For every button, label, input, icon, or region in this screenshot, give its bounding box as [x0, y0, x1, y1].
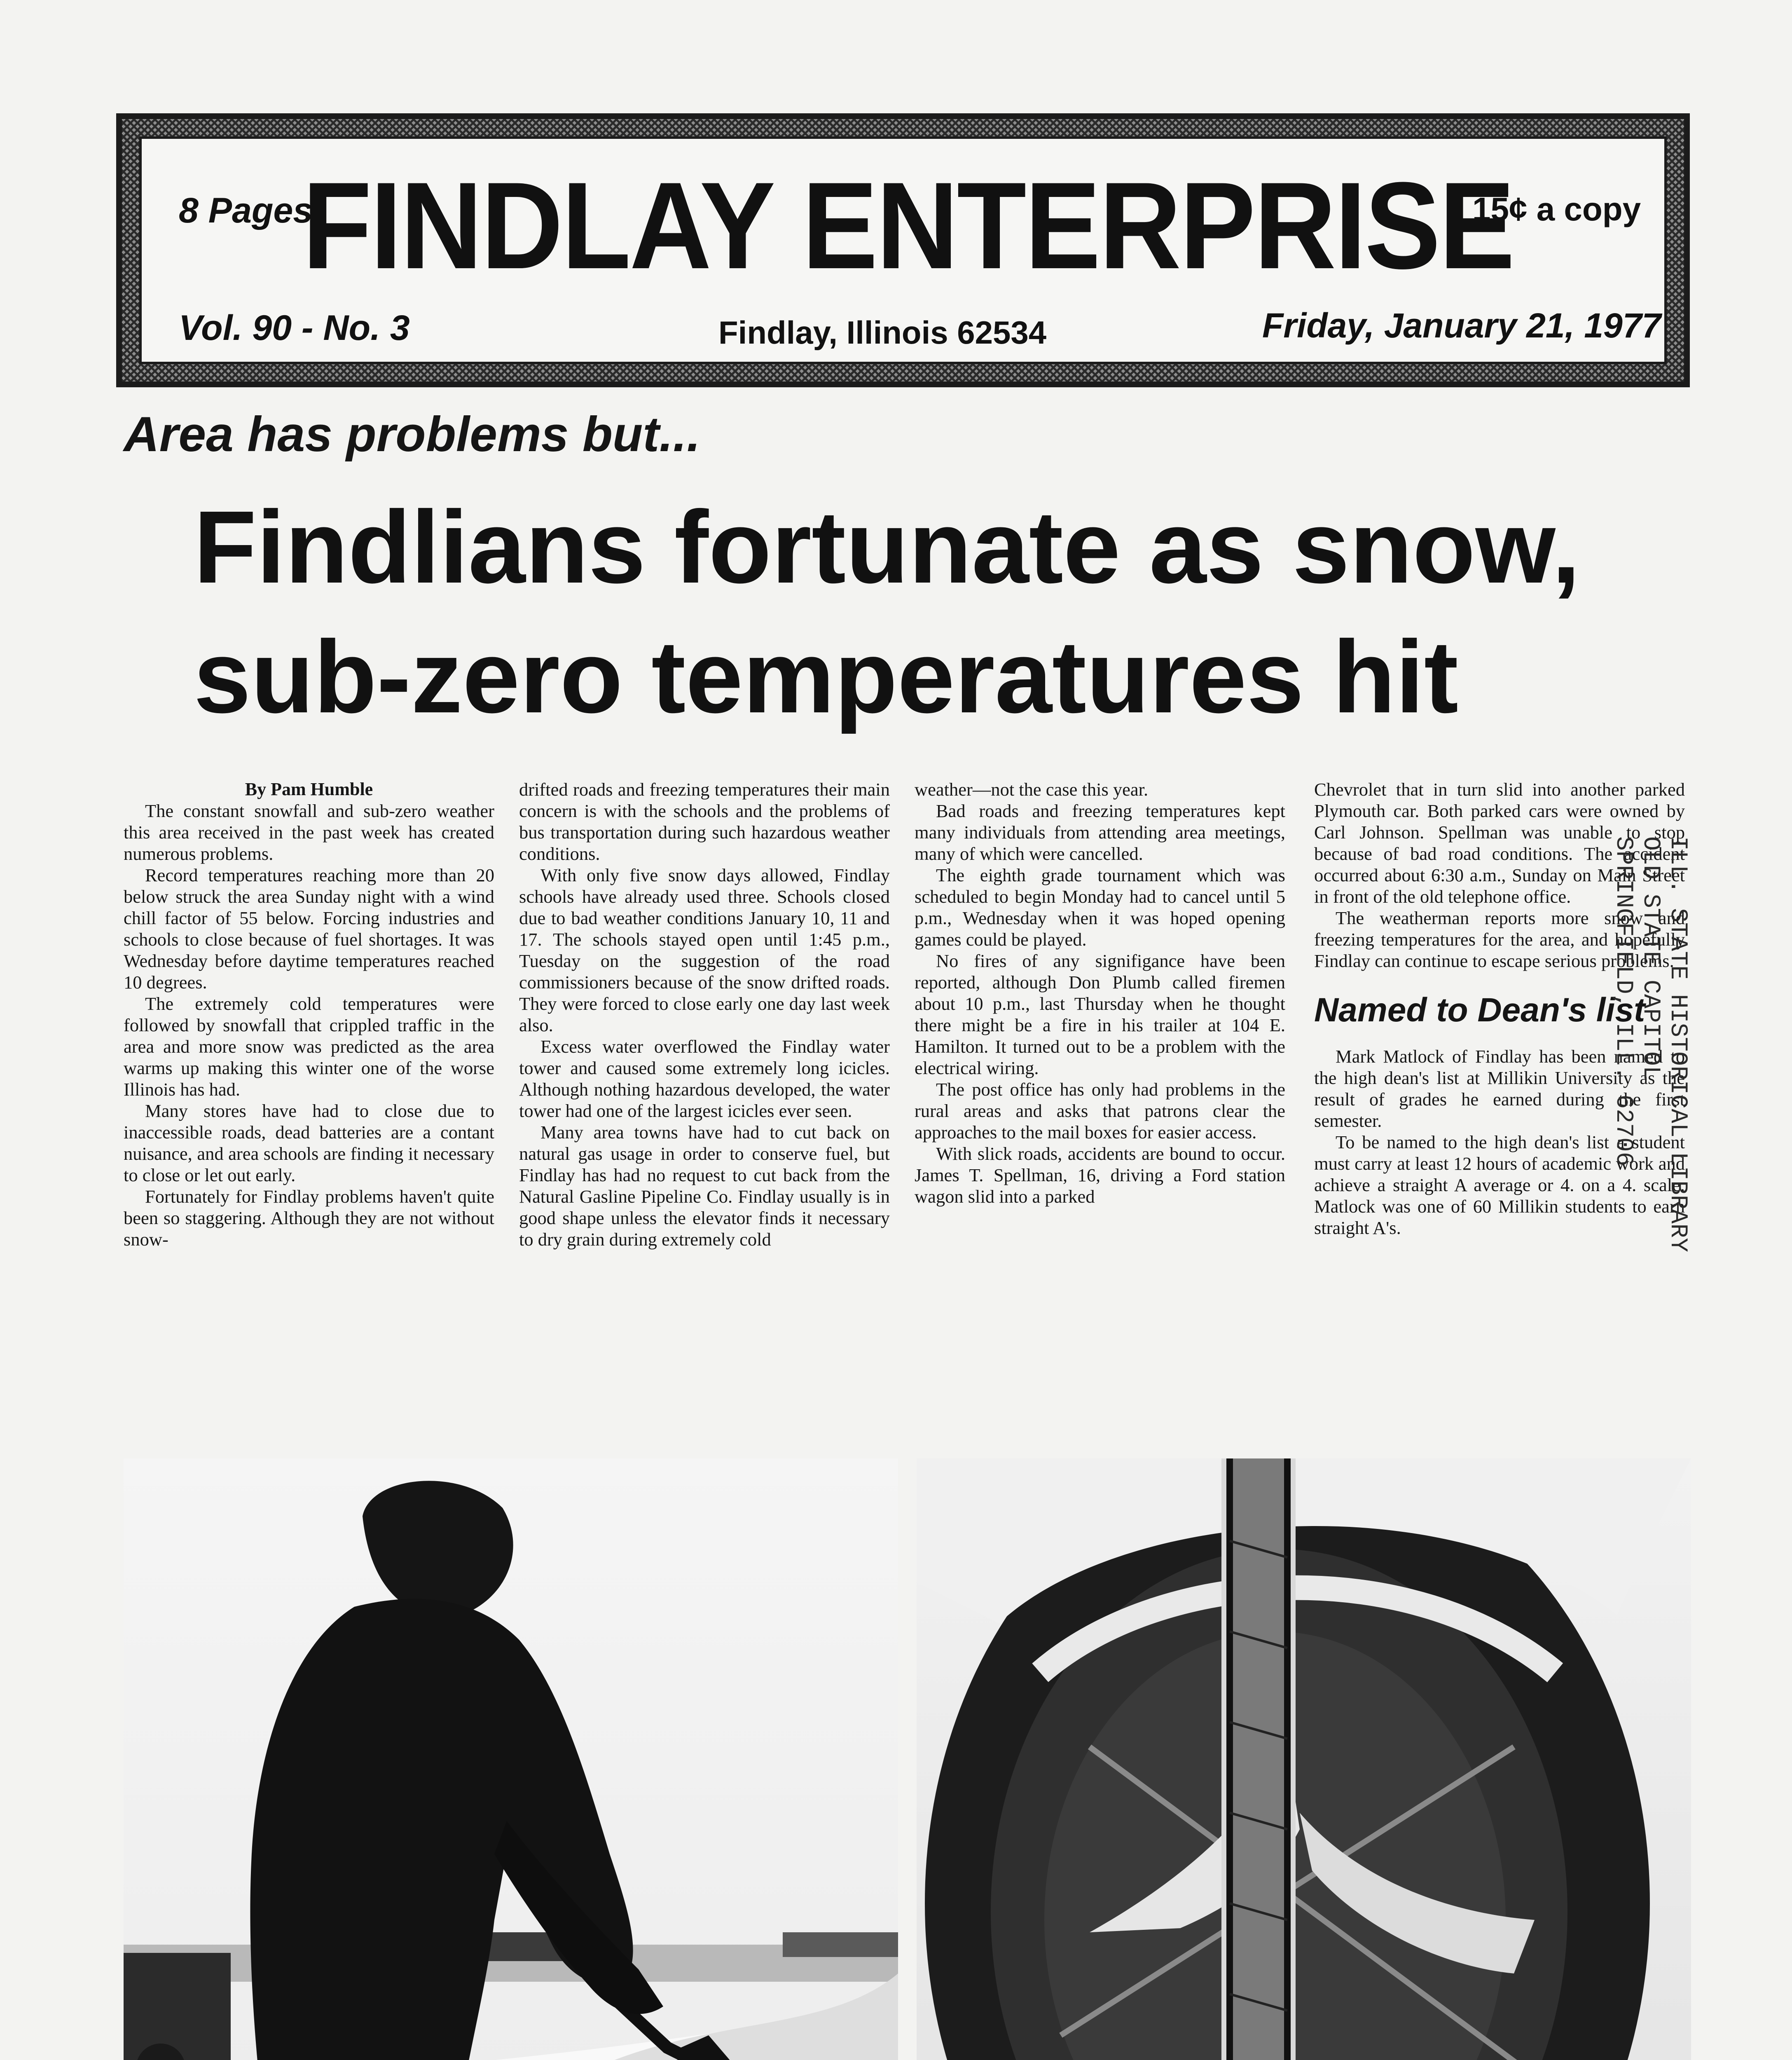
article-column-2	[519, 779, 890, 1250]
dateline-place: Findlay, Illinois 62534	[718, 314, 1047, 351]
paragraph: weather—not the case this year.	[915, 779, 1149, 800]
stamp-line: SPRINGFIELD, ILL. 62706	[1610, 836, 1637, 1166]
deans-list-heading: Named to Dean's list	[1314, 991, 1645, 1029]
headline-line-2: sub-zero temperatures hit	[194, 619, 1459, 734]
headline	[194, 482, 1718, 742]
paragraph: The weatherman reports more snow and freezing temperatures for the area, and hopefully Findlay can continue to escape serious problems.	[1314, 908, 1685, 971]
article-column-3	[915, 779, 1285, 1207]
paragraph: drifted roads and freezing temperatures their main concern is with the schools and the problems of bus transportation during such hazardous weather conditions.	[519, 779, 890, 864]
paragraph: Chevrolet that in turn slid into another parked Plymouth car. Both parked cars were owned by Carl Johnson. Spellman was unable to stop because of bad road conditions. The accident occurred about 6:30 a.m., Sunday on Main Street in front of the old telephone office.	[1314, 779, 1685, 907]
stamp-line: ILL. STATE HISTORICAL LIBRARY	[1664, 836, 1691, 1252]
paragraph: Many area towns have had to cut back on natural gas usage in order to conserve fuel, but Findlay has had no request to cut back from the Natural Gasline Pipeline Co. Findlay usually is in good shape unless the elevator finds it necessary to dry grain during extremely cold	[519, 1122, 890, 1250]
masthead-panel	[139, 136, 1667, 364]
paragraph: The constant snowfall and sub-zero weather this area received in the past week has created numerous problems.	[124, 801, 494, 864]
library-stamp	[1588, 836, 1691, 1364]
paragraph: Fortunately for Findlay problems haven't quite been so staggering. Although they are not without snow-	[124, 1186, 494, 1250]
newspaper-title: FINDLAY ENTERPRISE	[302, 156, 1514, 295]
byline: By Pam Humble	[245, 779, 373, 799]
paragraph: The post office has only had problems in the rural areas and asks that patrons clear the approaches to the mail boxes for easier access.	[915, 1079, 1285, 1142]
paragraph: With slick roads, accidents are bound to occur. James T. Spellman, 16, driving a Ford station wagon slid into a parked	[915, 1143, 1285, 1207]
shoveling-illustration	[124, 1458, 898, 2060]
paragraph: Mark Matlock of Findlay has been named to the high dean's list at Millikin University as the result of grades he earned during the first semester.	[1314, 1046, 1685, 1131]
water-tower-illustration	[917, 1458, 1691, 2060]
paragraph: To be named to the high dean's list a student must carry at least 12 hours of academic work and achieve a straight A average or 4. on a 4. scale. Matlock was one of 60 Millikin students to earn straight A's.	[1314, 1132, 1685, 1238]
masthead	[116, 113, 1690, 387]
issue-date: Friday, January 21, 1977	[1262, 306, 1661, 345]
paragraph: Many stores have had to close due to inaccessible roads, dead batteries are a contant nuisance, and area schools are finding it necessary to close or let out early.	[124, 1100, 494, 1185]
paragraph: Excess water overflowed the Findlay water tower and caused some extremely long icicles. Although nothing hazardous developed, the water tower had one of the largest icicles ever seen.	[519, 1036, 890, 1121]
photo-shoveling	[124, 1458, 898, 2060]
headline-line-1: Findlians fortunate as snow,	[194, 489, 1581, 604]
volume-number: Vol. 90 - No. 3	[179, 308, 410, 348]
paragraph: With only five snow days allowed, Findlay schools have already used three. Schools closed due to bad weather conditions January 10, 11 and 17. The schools stayed open until 1:45 p.m., Tuesday on the suggestion of the road commissioners because of the snow drifted roads. They were forced to close early one day last week also.	[519, 865, 890, 1035]
paragraph: The eighth grade tournament which was scheduled to begin Monday had to cancel until 5 p.m., Wednesday when it was hoped opening games could be played.	[915, 865, 1285, 950]
paragraph: Bad roads and freezing temperatures kept many individuals from attending area meetings, many of which were cancelled.	[915, 801, 1285, 864]
paragraph: The extremely cold temperatures were followed by snowfall that crippled traffic in the area and more snow was predicted as the area warms up making this winter one of the worse Illinois has had.	[124, 993, 494, 1100]
paragraph: No fires of any signifigance have been reported, although Don Plumb called firemen about 10 p.m., last Thursday when he thought there might be a fire in his trailer at 104 E. Hamilton. It turned out to be a problem with the electrical wiring.	[915, 950, 1285, 1078]
kicker: Area has problems but...	[124, 407, 701, 462]
stamp-line: OLD STATE CAPITOL	[1637, 836, 1664, 1080]
page-count: 8 Pages	[179, 191, 313, 230]
photo-icicle-water-tower	[917, 1458, 1691, 2060]
paragraph: Record temperatures reaching more than 20 below struck the area Sunday night with a wind chill factor of 55 below. Forcing industries and schools to close because of fuel shortages. It was Wednesday before daytime temperatures reached 10 degrees.	[124, 865, 494, 993]
price: 15¢ a copy	[1472, 191, 1641, 227]
article-column-1	[124, 779, 494, 1250]
